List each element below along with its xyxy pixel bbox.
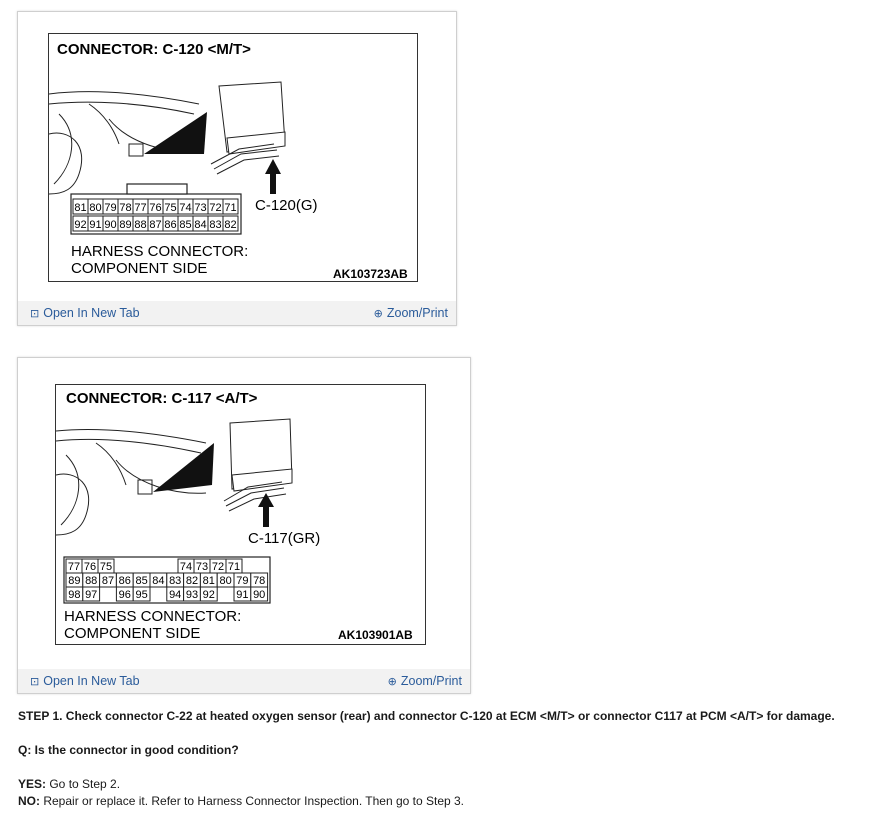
pin-number: 78 bbox=[119, 202, 132, 214]
yes-text: Go to Step 2. bbox=[46, 777, 121, 791]
pin-number: 84 bbox=[152, 575, 165, 587]
pin-number: 81 bbox=[74, 202, 87, 214]
figure-card-c117 bbox=[17, 357, 471, 694]
pin-number: 84 bbox=[194, 219, 207, 231]
pin-number: 95 bbox=[135, 589, 148, 601]
pin-number: 76 bbox=[149, 202, 162, 214]
zoom-icon: ⊕ bbox=[387, 675, 397, 688]
pin-number: 71 bbox=[227, 561, 241, 573]
pin-number: 76 bbox=[83, 561, 97, 573]
pin-number: 73 bbox=[195, 561, 209, 573]
no-text: Repair or replace it. Refer to Harness Connector Inspection. Then go to Step 3. bbox=[40, 794, 465, 808]
figure-code: AK103901AB bbox=[338, 628, 413, 642]
new-tab-icon: ⊡ bbox=[30, 675, 40, 688]
pin-number: 86 bbox=[118, 575, 131, 587]
open-in-new-tab-link[interactable] bbox=[30, 306, 140, 320]
pin-number: 72 bbox=[209, 202, 222, 214]
open-in-new-tab-label: Open In New Tab bbox=[43, 306, 140, 320]
connector-label: C-120(G) bbox=[255, 197, 318, 214]
yes-answer bbox=[18, 776, 120, 793]
pin-number: 97 bbox=[85, 589, 98, 601]
pin-number: 71 bbox=[224, 202, 237, 214]
pin-number: 98 bbox=[68, 589, 81, 601]
connector-label: C-117(GR) bbox=[248, 530, 321, 547]
pin-number: 94 bbox=[169, 589, 182, 601]
pin-number: 77 bbox=[134, 202, 147, 214]
zoom-print-label: Zoom/Print bbox=[386, 306, 448, 320]
figure-card-c120 bbox=[17, 11, 457, 326]
zoom-print-link[interactable] bbox=[374, 306, 448, 320]
pin-number: 92 bbox=[74, 219, 87, 231]
pin-number: 77 bbox=[67, 561, 81, 573]
pin-number: 74 bbox=[179, 561, 193, 573]
no-label: NO: bbox=[18, 794, 40, 808]
pin-number: 91 bbox=[236, 589, 249, 601]
pin-number: 75 bbox=[99, 561, 113, 573]
pin-number: 93 bbox=[185, 589, 199, 601]
pin-number: 90 bbox=[253, 589, 266, 601]
pin-number: 92 bbox=[202, 589, 215, 601]
yes-label: YES: bbox=[18, 777, 47, 791]
pin-number: 88 bbox=[85, 575, 98, 587]
caption-line-1: HARNESS CONNECTOR: bbox=[71, 243, 249, 260]
pin-number: 87 bbox=[101, 575, 115, 587]
zoom-icon: ⊕ bbox=[373, 307, 383, 320]
pin-number: 80 bbox=[219, 575, 232, 587]
pin-number: 74 bbox=[179, 202, 192, 214]
pin-number: 90 bbox=[104, 219, 117, 231]
pin-number: 83 bbox=[209, 219, 222, 231]
pin-number: 81 bbox=[202, 575, 215, 587]
pin-number: 82 bbox=[185, 575, 199, 587]
connector-diagram-c117 bbox=[55, 384, 426, 645]
card-footer bbox=[18, 301, 456, 325]
pin-number: 75 bbox=[164, 202, 177, 214]
pin-number: 83 bbox=[169, 575, 182, 587]
caption-line-2: COMPONENT SIDE bbox=[71, 260, 208, 277]
pin-number: 79 bbox=[236, 575, 249, 587]
pin-number: 73 bbox=[194, 202, 207, 214]
pin-number: 86 bbox=[164, 219, 177, 231]
diagram-title: CONNECTOR: C-120 <M/T> bbox=[57, 41, 251, 58]
diagram-title: CONNECTOR: C-117 <A/T> bbox=[66, 390, 258, 407]
pin-number: 88 bbox=[134, 219, 147, 231]
pin-number: 72 bbox=[211, 561, 225, 573]
figure-code: AK103723AB bbox=[333, 267, 408, 281]
caption-line-1: HARNESS CONNECTOR: bbox=[64, 608, 242, 625]
pin-number: 82 bbox=[224, 219, 237, 231]
new-tab-icon: ⊡ bbox=[30, 307, 40, 320]
pin-number: 89 bbox=[119, 219, 132, 231]
question-text: Q: Is the connector in good condition? bbox=[18, 743, 239, 757]
pin-number: 91 bbox=[89, 219, 102, 231]
zoom-print-label: Zoom/Print bbox=[400, 674, 462, 688]
step-instruction: STEP 1. Check connector C-22 at heated oxygen sensor (rear) and connector C-120 at ECM <M/T> or connector C117 at PCM <A/T> for damage. bbox=[18, 709, 835, 723]
pin-number: 89 bbox=[68, 575, 81, 587]
pin-number: 87 bbox=[149, 219, 162, 231]
pin-number: 80 bbox=[89, 202, 102, 214]
pin-number: 85 bbox=[135, 575, 148, 587]
pin-number: 85 bbox=[179, 219, 192, 231]
open-in-new-tab-link[interactable] bbox=[30, 674, 140, 688]
pin-number: 78 bbox=[253, 575, 266, 587]
pin-number: 96 bbox=[118, 589, 131, 601]
no-answer bbox=[18, 793, 464, 810]
zoom-print-link[interactable] bbox=[388, 674, 462, 688]
connector-diagram-c120 bbox=[48, 33, 418, 282]
card-footer bbox=[18, 669, 470, 693]
pin-number: 79 bbox=[104, 202, 117, 214]
caption-line-2: COMPONENT SIDE bbox=[64, 625, 201, 642]
open-in-new-tab-label: Open In New Tab bbox=[43, 674, 140, 688]
